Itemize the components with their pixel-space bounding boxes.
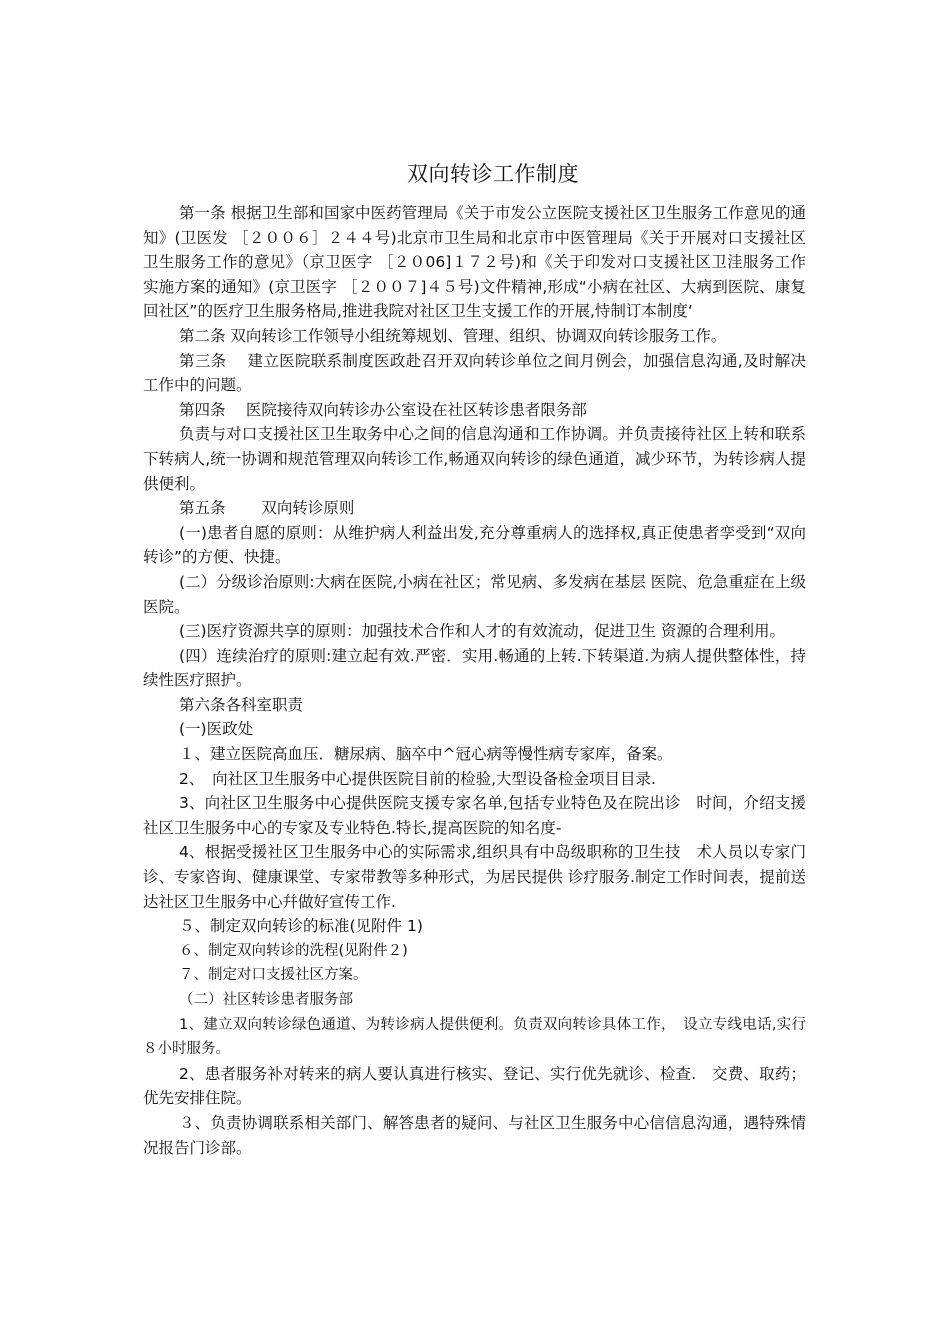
document-title: 双向转诊工作制度	[407, 162, 579, 186]
article-2: 第二条 双向转诊工作领导小组统筹规划、管理、组织、协调双向转诊服务工作。	[179, 326, 727, 345]
article-4-body: 负责与对口支援社区卫生取务中心之间的信息沟通和工作协调。并负责接待社区上转和联系下转病人,统一协调和规范管理双向转诊工作,畅通双向转诊的绿色通道，减少环节，为转诊病人提供便利。	[143, 425, 806, 493]
article-1: 第一条 根据卫生部和国家中医药管理局《关于巿发公立医院支援社区卫生服务工作意见的通知》(卫医发 ［２００６］２４４号)北京市卫生局和北京市中医管理局《关于开展对口支援社区卫生服务工作的意见》（京卫医字 ［２０06]１７２号)和《关于印发对口支援社区卫洼服务工作实施方案的通知》(京卫医字 ［２００７]４５号)文件精神,形成“小病在社区、大病到医院、康复回社区”的医疗卫生服务格局,推进我院对社区卫生支援工作的开展,恃制订本制度‘	[143, 204, 806, 321]
principle-2: (二）分级诊治原则:大病在医院,小病在社区；常见病、多发病在基层 医院、危急重症在上级医院。	[143, 572, 806, 616]
principle-4: (四）连续治疗的原则:建立起有效.严密．实用.畅通的上转.下转渠道.为病人提供整体性，持续性医疗照护。	[143, 646, 806, 690]
service-item-2: 2、患者服务补对转来的病人要认真进行核实、登记、实行优先就诊、检查. 交费、取药；优先安排住院。	[143, 1064, 806, 1108]
section-medical-affairs: (一)医政处	[179, 720, 254, 739]
duty-item-4: 4、根据受援社区卫生服务中心的实际需求,组织具有中岛级职称的卫生技 术人员以专家门诊、专家咨询、健康课堂、专家带教等多种形式，为居民提供 诊疗服务.制定工作时间表，提前送达社区卫生服务中心幷做好宣传工作.	[143, 843, 806, 911]
duty-item-3: 3、向社区卫生服务中心提供医院支援专家名单,包括专业特色及在院出诊 时间，介绍支援社区卫生服务中心的专家及专业特色.特长,提高医院的知名度-	[143, 794, 806, 837]
article-3: 第三条 建立医院联系制度医政赴召开双向转诊单位之间月例会，加强信息沟通,及时解决工作中的问题。	[143, 351, 806, 395]
duty-item-5: ５、制定双向转诊的标准(见附件 1)	[179, 917, 423, 936]
duty-item-1: １、建立医院高血压．糖尿病、脑卒中^冠心病等慢性病专家库，备案。	[179, 745, 673, 764]
duty-item-6: ６、制定双向转诊的洗程(见附件２)	[179, 942, 408, 959]
section-patient-service: （二）社区转诊患者服务部	[179, 992, 353, 1008]
article-4-heading: 第四条 医院接待双向转诊办公室设在社区转诊患者限务部	[179, 400, 587, 419]
article-5-heading: 第五条 双向转诊原则	[179, 499, 355, 518]
principle-1: (一)患者自愿的原则：从维护病人利益出发,充分尊重病人的选择权,真正使患者孪受到“双向转诊”的方便、快捷。	[143, 523, 806, 567]
service-item-3: ３、负责协调联系相关部门、解答患者的疑问、与社区卫生服务中心信信息沟通，遇特殊情况报告门诊部。	[143, 1113, 806, 1157]
article-6-heading: 第六条各科室职责	[179, 695, 304, 714]
document-body	[143, 201, 806, 1160]
duty-item-7: ７、制定对口支援社区方案。	[179, 967, 368, 984]
service-item-1: 1、建立双向转诊绿色通道、为转诊病人提供便利。负责双向转诊具体工作， 设立专线电话,实行８小时服务。	[143, 1016, 806, 1058]
principle-3: (三)医疗资源共享的原则：加强技术合作和人才的有效流动，促进卫生 资源的合理利用。	[179, 622, 786, 641]
duty-item-2: 2、 向社区卫生服务中心提供医院目前的检验,大型设备检金项目目录.	[179, 769, 656, 788]
